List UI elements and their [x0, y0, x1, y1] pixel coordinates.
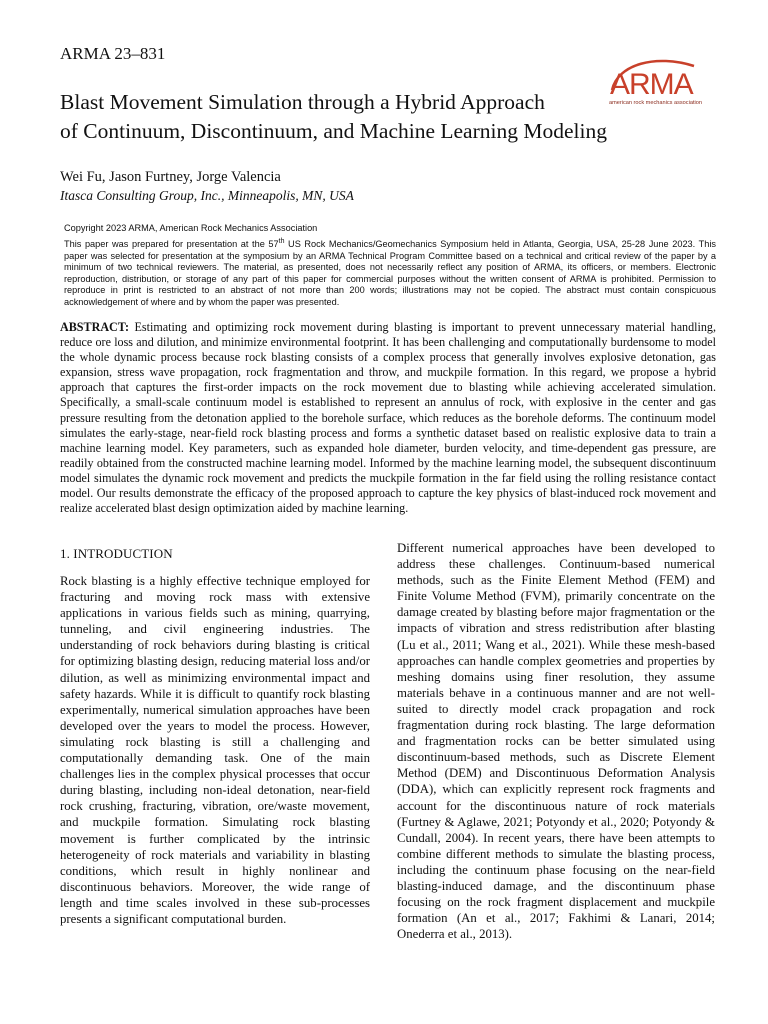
paper-id: ARMA 23–831 — [60, 44, 166, 63]
section-heading-introduction: 1. INTRODUCTION — [60, 546, 173, 561]
abstract-text: Estimating and optimizing rock movement during blasting is important to prevent unnecessary material handling, reduce ore loss and dilution, and minimize environmental footprint. It has been challenging and computationally burdensome to model the whole dynamic process because rock blasting consists of a complex process that generally involves explosive detonation, gas expansion, stress wave propagation, rock fragmentation and throw, and muckpile formation. In this regard, we propose a hybrid approach that captures the first-order impacts on the rock movement due to blasting while achieving accelerated simulation. Specifically, a small-scale continuum model is established to represent an annulus of rock, with explosive in the center and gas pressure resulting from the detonation applied to the borehole surface, which reduces as the borehole deforms. The continuum model simulates the early-stage, near-field rock blasting process and forms a synthetic dataset based on realistic explosive data to train a machine learning model. Key parameters, such as expanded hole diameter, burden velocity, and time-dependent gas pressure, are readily obtained from the constructed machine learning model. Informed by the machine learning model, the subsequent discontinuum model simulates the dynamic rock movement and predicts the muckpile formation in the far field using the rolling resistance contact model. Our results demonstrate the efficacy of the proposed approach to capture the key physics of blast-induced rock movement and realize accelerated blast design optimization aided by machine learning. — [60, 320, 716, 516]
copyright-notice — [64, 223, 716, 313]
right-column — [397, 540, 715, 942]
abstract-label: ABSTRACT: — [60, 320, 129, 334]
left-column — [60, 546, 370, 927]
introduction-paragraph-1: Rock blasting is a highly effective technique employed for fracturing and moving rock mass with extensive applications in various fields such as mining, quarrying, tunneling, and civil engineering industries. The understanding of rock behaviors during blasting is critical for optimizing blasting design, reducing material loss and/or dilution, as well as minimizing environmental impact and safety hazards. While it is difficult to quantify rock blasting experimentally, numerical simulation approaches have been developed over the years to model the process. However, simulating rock blasting is still a challenging and computationally demanding task. One of the main challenges lies in the complex physical processes that occur during blasting, including non-ideal detonation, near-field rock crushing, fracturing, vibration, ore/waste movement, and muckpile formation. Simulating rock blasting movement is further complicated by the intrinsic heterogeneity of rock materials and variability in blasting conditions, which result in highly nonlinear and discontinuous behaviors. Moreover, the wide range of length and time scales involved in these sub-processes presents a significant computational burden. — [60, 574, 370, 926]
affiliation: Itasca Consulting Group, Inc., Minneapolis, MN, USA — [60, 188, 354, 203]
paper-title — [60, 88, 620, 146]
copyright-line: Copyright 2023 ARMA, American Rock Mechanics Association — [64, 223, 318, 233]
authors: Wei Fu, Jason Furtney, Jorge Valencia — [60, 169, 281, 185]
title-line-2: of Continuum, Discontinuum, and Machine Learning Modeling — [60, 119, 607, 143]
copyright-paragraph: This paper was prepared for presentation at the 57th US Rock Mechanics/Geomechanics Symposium held in Atlanta, Georgia, USA, 25-28 June 2023. This paper was selected for presentation at the symposium by an ARMA Technical Program Committee based on a technical and critical review of the paper by a minimum of two technical reviewers. The material, as presented, does not necessarily reflect any position of ARMA, its officers, or members. Electronic reproduction, distribution, or storage of any part of this paper for commercial purposes without the written consent of ARMA is prohibited. Permission to reproduce in print is restricted to an abstract of not more than 200 words; illustrations may not be copied. The abstract must contain conspicuous acknowledgement of where and by whom the paper was presented. — [64, 238, 716, 308]
introduction-paragraph-2: Different numerical approaches have been developed to address these challenges. Continuum-based numerical methods, such as the Finite Element Method (FEM) and Finite Volume Method (FVM), primarily concentrate on the damage created by blasting before major fragmentation or the impacts of vibration and stress redistribution after blasting (Lu et al., 2011; Wang et al., 2021). While these mesh-based approaches can handle complex geometries and properties by meshing domains using finer resolution, they assume materials behave in a continuous manner and are not well-suited to directly model crack propagation and rock fragmentation during rock blasting. The large deformation and fragmentation rocks can be better simulated using discontinuum-based methods, such as Discrete Element Method (DEM) and Discontinuous Deformation Analysis (DDA), which can explicitly represent rock fragments and account for the discontinuous nature of rock materials (Furtney & Aglawe, 2021; Potyondy et al., 2020; Potyondy & Cundall, 2004). In recent years, there have been attempts to combine different methods to simulate the blasting process, including the continuum phase focusing on the near-field blasting-induced damage, and the discontinuum phase focusing on the rock fragment displacement and muckpile formation (An et al., 2017; Fakhimi & Lanari, 2014; Onederra et al., 2013). — [397, 541, 715, 942]
abstract — [60, 320, 716, 516]
logo-subtext: american rock mechanics association — [609, 100, 702, 106]
arma-logo — [604, 56, 714, 108]
logo-text: ARMA — [610, 68, 693, 101]
title-line-1: Blast Movement Simulation through a Hybrid Approach — [60, 90, 545, 114]
